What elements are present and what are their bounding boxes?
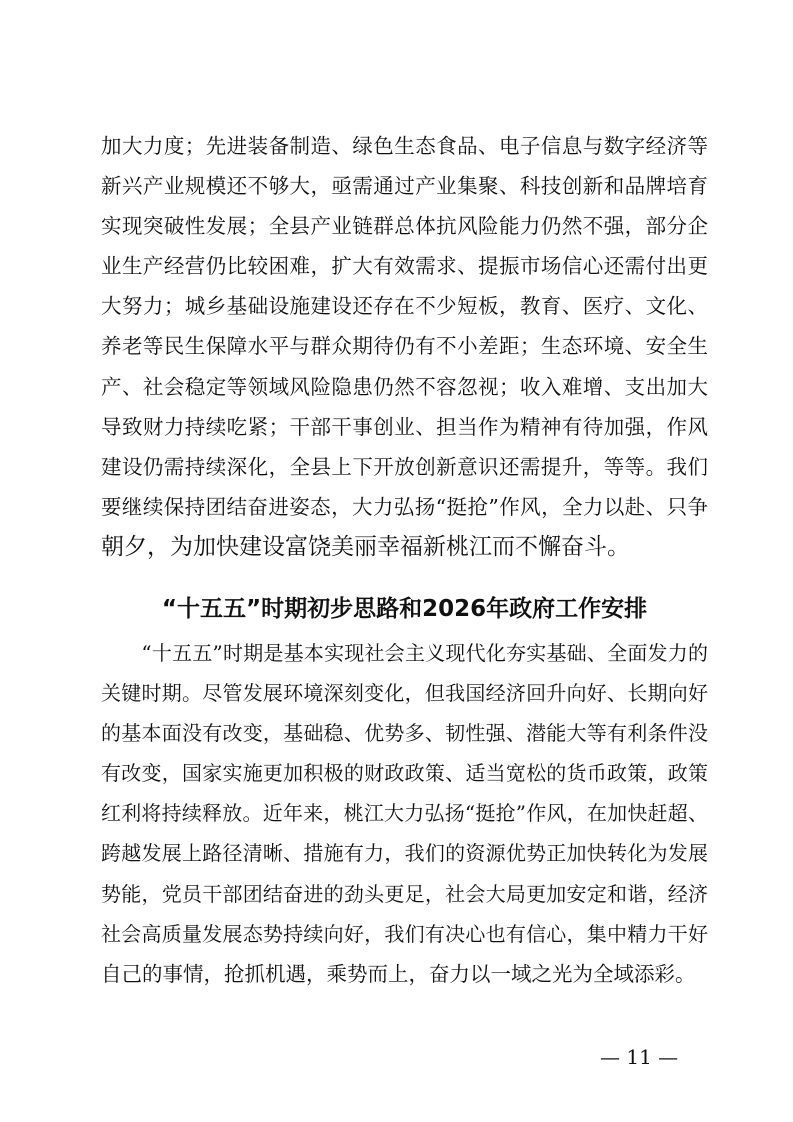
section-heading: “十五五”时期初步思路和2026年政府工作安排 <box>161 596 648 622</box>
text-line: 养老等民生保障水平与群众期待仍有不小差距；生态环境、安全生 <box>101 334 708 358</box>
text-line: “十五五”时期是基本实现社会主义现代化夯实基础、全面发力的 <box>101 641 708 665</box>
text-line: 有改变，国家实施更加积极的财政政策、适当宽松的货币政策，政策 <box>101 761 708 785</box>
text-line: 跨越发展上路径清晰、措施有力，我们的资源优势正加快转化为发展 <box>101 841 708 865</box>
text-line: 实现突破性发展；全县产业链群总体抗风险能力仍然不强，部分企 <box>101 214 708 238</box>
text-line: 加大力度；先进装备制造、绿色生态食品、电子信息与数字经济等 <box>101 134 708 158</box>
text-line: 建设仍需持续深化，全县上下开放创新意识还需提升，等等。我们 <box>101 455 708 479</box>
text-line: 社会高质量发展态势持续向好，我们有决心也有信心，集中精力干好 <box>101 922 708 946</box>
page-number: — 11 — <box>600 1045 679 1069</box>
text-line: 关键时期。尽管发展环境深刻变化，但我国经济回升向好、长期向好 <box>101 681 708 705</box>
text-line: 的基本面没有改变，基础稳、优势多、韧性强、潜能大等有利条件没 <box>101 721 708 745</box>
text-line: 自己的事情，抢抓机遇，乘势而上，奋力以一域之光为全域添彩。 <box>101 962 696 986</box>
text-line: 朝夕，为加快建设富饶美丽幸福新桃江而不懈奋斗。 <box>101 534 630 560</box>
text-line: 红利将持续释放。近年来，桃江大力弘扬“挺抢”作风，在加快赶超、 <box>101 801 708 825</box>
text-line: 大努力；城乡基础设施建设还存在不少短板，教育、医疗、文化、 <box>101 294 708 318</box>
text-line: 产、社会稳定等领域风险隐患仍然不容忽视；收入难增、支出加大 <box>101 375 708 399</box>
text-line: 势能，党员干部团结奋进的劲头更足，社会大局更加安定和谐，经济 <box>101 882 708 906</box>
text-line: 要继续保持团结奋进姿态，大力弘扬“挺抢”作风，全力以赴、只争 <box>101 495 708 519</box>
text-line: 业生产经营仍比较困难，扩大有效需求、提振市场信心还需付出更 <box>101 254 708 278</box>
text-line: 新兴产业规模还不够大，亟需通过产业集聚、科技创新和品牌培育 <box>101 174 708 198</box>
text-line: 导致财力持续吃紧；干部干事创业、担当作为精神有待加强，作风 <box>101 415 708 439</box>
